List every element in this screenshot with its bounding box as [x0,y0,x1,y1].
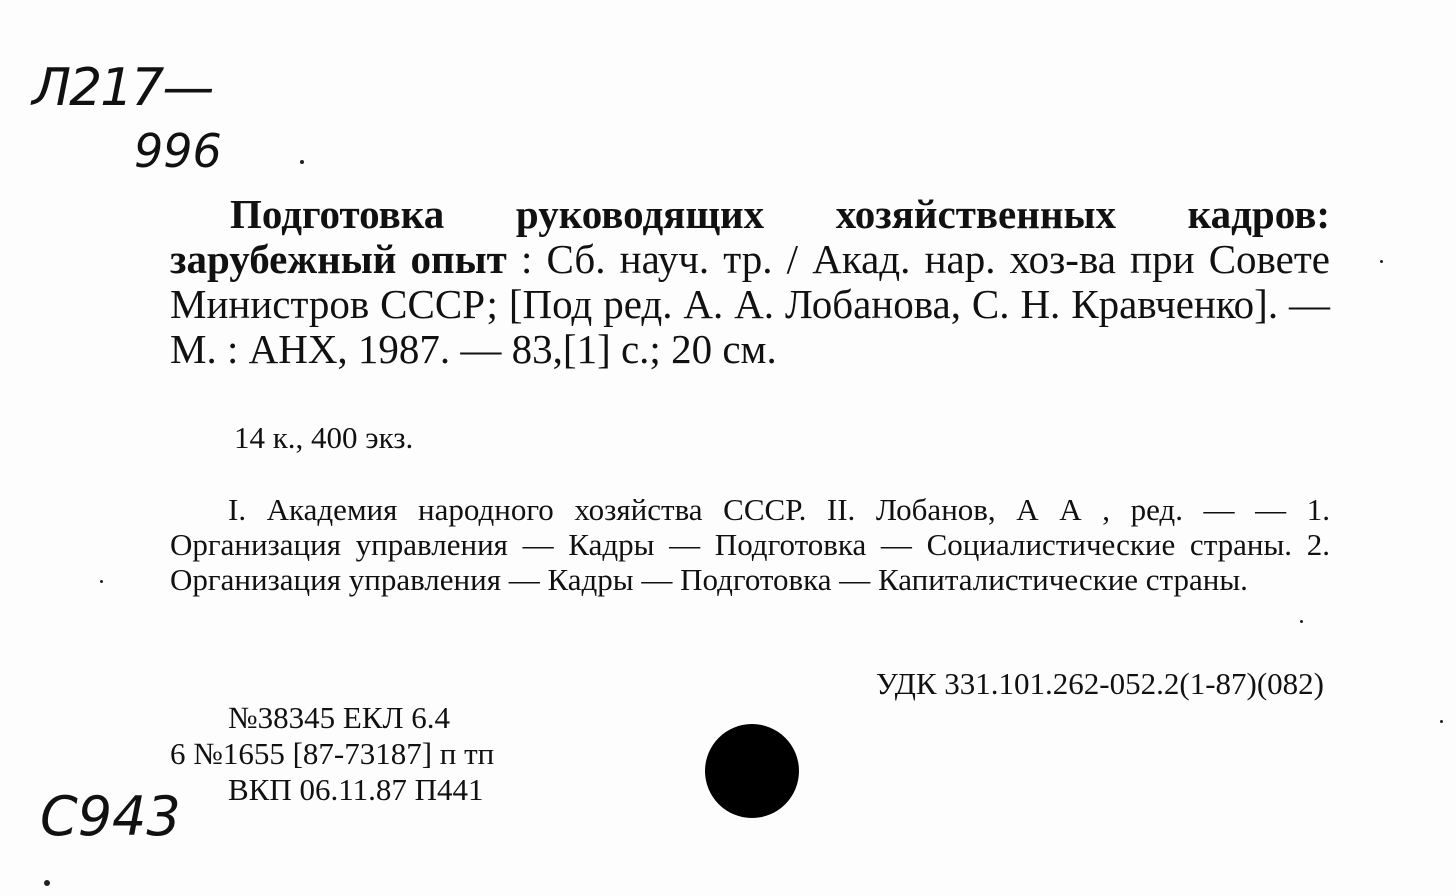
title-bold: Подготовка руководящих хозяйственных кадров: зарубежный опыт [170,191,1330,282]
speck [300,160,304,164]
speck [100,580,103,583]
handwritten-code-top: Л217— [32,58,213,118]
imprint-block [170,700,494,808]
handwritten-code-bottom: С943 [40,785,181,848]
udk-code: УДК 331.101.262-052.2(1-87)(082) [875,666,1324,701]
title-rest: : Сб. науч. тр. / Акад. нар. хоз-ва при Совете Министров СССР; [Под ред. А. А. Лобанова, С. Н. Кравченко]. — М. : АНХ, 1987. — 83,[1] с.; 20 см. [170,236,1330,372]
speck [44,880,50,886]
speck [1440,720,1443,723]
speck [1300,620,1303,623]
bibliographic-title [170,192,1330,372]
speck [1380,260,1383,263]
price-run: 14 к., 400 экз. [234,420,414,455]
handwritten-code-top-second: 996 [134,124,222,178]
imprint-line-3: ВКП 06.11.87 П441 [228,772,484,807]
imprint-line-2: 6 №1655 [87-73187] п тп [170,736,495,771]
imprint-line-1: №38345 ЕКЛ 6.4 [228,700,450,735]
tracings: I. Академия народного хозяйства СССР. II. Лобанов, А А , ред. — — 1. Организация управления — Кадры — Подготовка — Социалистические страны. 2. Организация управления — Кадры — Подготовка — Капиталистические страны. [170,492,1330,597]
punch-hole [705,724,799,818]
